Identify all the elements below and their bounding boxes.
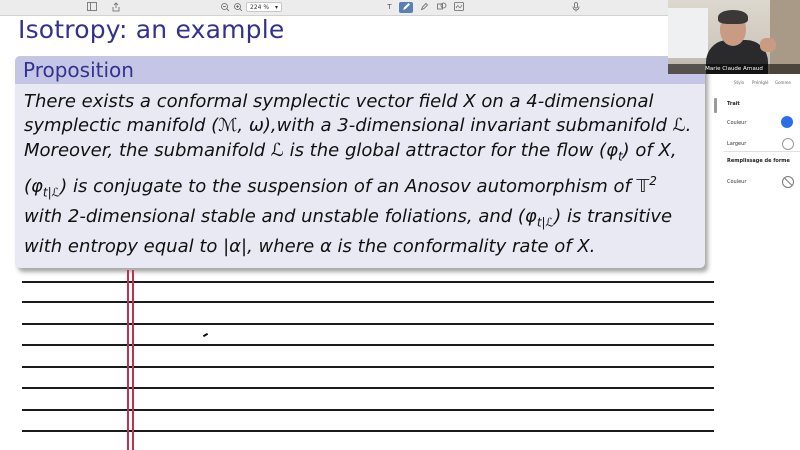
presenter-hair xyxy=(718,10,748,24)
subscript: t xyxy=(617,149,623,164)
zoom-out-icon[interactable] xyxy=(219,2,230,13)
divider xyxy=(724,151,800,152)
chevron-down-icon: ▾ xyxy=(274,4,278,11)
sidebar-icon[interactable] xyxy=(86,2,97,13)
signature-icon[interactable] xyxy=(453,2,464,13)
share-icon[interactable] xyxy=(110,2,121,13)
pen-icon[interactable] xyxy=(399,2,413,13)
subscript: t|ℒ xyxy=(536,215,555,230)
subscript: t|ℒ xyxy=(42,185,61,200)
panel-scroll-indicator[interactable] xyxy=(714,98,717,113)
proposition-line: with entropy equal to |α|, where α is the conformality rate of X. xyxy=(24,235,596,257)
stroke-color-swatch[interactable] xyxy=(781,116,793,128)
no-fill-icon[interactable] xyxy=(782,176,794,188)
tab-eraser[interactable]: Gomme xyxy=(775,80,791,85)
zoom-select[interactable] xyxy=(246,2,282,12)
width-label: Largeur xyxy=(727,141,747,147)
stroke-section-title: Trait xyxy=(727,101,740,107)
shape-icon[interactable] xyxy=(436,2,447,13)
proposition-header: Proposition xyxy=(15,56,705,84)
proposition-text: with 2-dimensional stable and unstable foliations, and (φ xyxy=(24,205,537,227)
proposition-text: (φ xyxy=(24,175,43,197)
pen-stroke xyxy=(203,333,208,337)
fill-color-label: Couleur xyxy=(727,179,747,185)
tab-stylo[interactable]: Stylo xyxy=(734,80,745,85)
ruled-paper-canvas[interactable] xyxy=(22,270,718,450)
microphone-icon[interactable] xyxy=(570,2,581,13)
presenter-hand xyxy=(760,38,776,52)
zoom-in-icon[interactable] xyxy=(232,2,243,13)
stroke-width-swatch[interactable] xyxy=(782,138,794,150)
participant-name: Marie Claude Arnaud xyxy=(668,64,800,74)
highlighter-icon[interactable] xyxy=(419,2,430,13)
color-label: Couleur xyxy=(727,120,747,126)
proposition-text: ) is conjugate to the suspension of an Anosov automorphism of 𝕋 xyxy=(60,175,650,197)
proposition-line: There exists a conformal symplectic vector field X on a 4-dimensional xyxy=(24,91,654,112)
proposition-line: symplectic manifold (ℳ, ω),with a 3-dimensional invariant submanifold ℒ. xyxy=(24,115,692,137)
proposition-line xyxy=(24,139,696,169)
text-icon[interactable]: T xyxy=(387,3,392,11)
tool-settings-panel xyxy=(714,80,800,450)
cam-background-window xyxy=(668,8,708,58)
fill-section-title: Remplissage de forme xyxy=(727,158,790,164)
proposition-line xyxy=(24,205,696,235)
margin-line xyxy=(132,270,134,450)
margin-line xyxy=(127,270,129,450)
proposition-text: ) is transitive xyxy=(554,205,673,227)
proposition-block xyxy=(15,56,705,268)
proposition-text: ) of X, xyxy=(622,139,677,161)
proposition-body xyxy=(15,84,705,259)
zoom-value: 224 % xyxy=(250,4,270,11)
tool-tabs xyxy=(728,80,800,89)
slide-title: Isotropy: an example xyxy=(18,15,285,44)
proposition-line xyxy=(24,169,696,205)
tab-preset[interactable]: Préréglé xyxy=(752,80,769,85)
proposition-text: Moreover, the submanifold ℒ is the global attractor for the flow (φ xyxy=(24,139,618,161)
superscript: 2 xyxy=(649,173,657,188)
webcam-video xyxy=(668,0,800,74)
cam-background-shelf xyxy=(770,0,800,74)
